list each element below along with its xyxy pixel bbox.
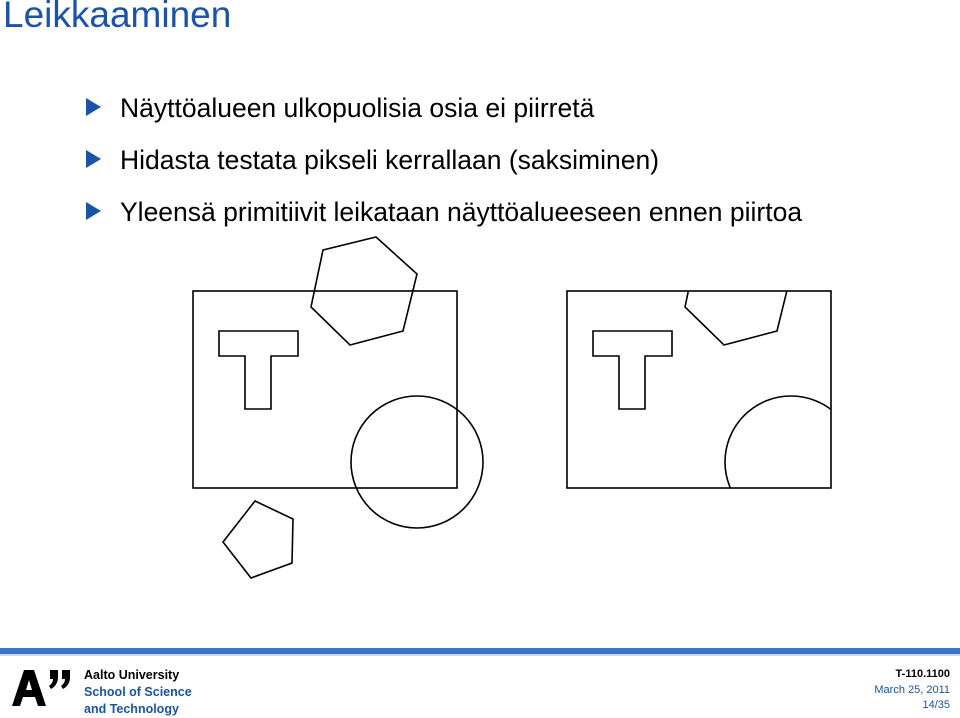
clipped-scene: [567, 237, 857, 528]
circle-clipped: [725, 396, 857, 528]
bullet-text: Yleensä primitiivit leikataan näyttöalueeseen ennen piirtoa: [120, 197, 803, 227]
slide-date: March 25, 2011: [874, 683, 950, 696]
course-code: T-110.1100: [895, 668, 950, 680]
pentagon-shape: [223, 501, 293, 578]
university-block: [84, 667, 192, 718]
slide-meta: [874, 667, 950, 714]
unclipped-scene: [193, 237, 483, 578]
footer-bar-highlight: [0, 654, 960, 656]
slide-title: Leikkaaminen: [3, 0, 232, 35]
school-line-2: and Technology: [84, 702, 179, 716]
circle-shape: [351, 396, 483, 528]
t-shape: [219, 331, 298, 409]
school-line-1: School of Science: [84, 685, 192, 699]
bullet-text: Hidasta testata pikseli kerrallaan (saksiminen): [120, 145, 660, 175]
t-shape-clipped: [593, 331, 672, 409]
university-name: Aalto University: [84, 668, 180, 682]
bullet-text: Näyttöalueen ulkopuolisia osia ei piirretä: [120, 93, 595, 123]
page-number: 14/35: [922, 699, 950, 711]
aalto-logo-icon: [12, 668, 74, 708]
